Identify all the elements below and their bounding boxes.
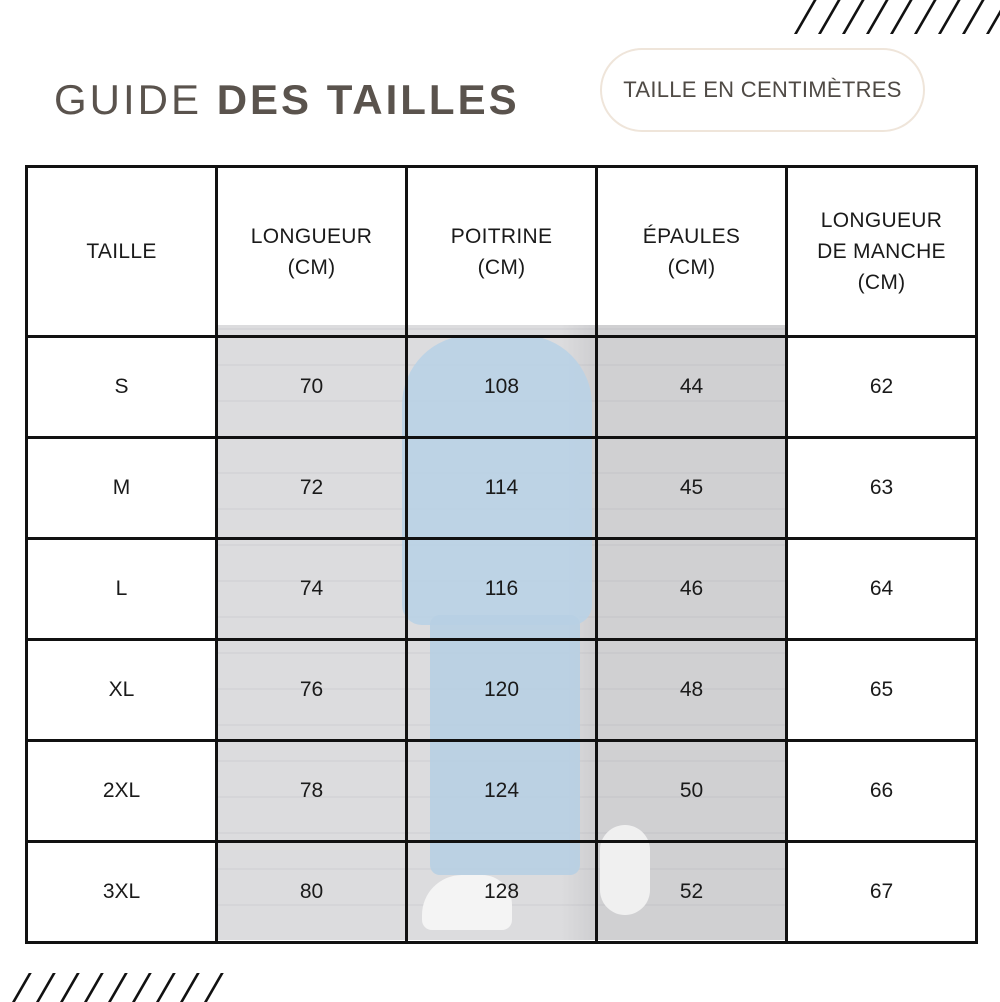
table-row (27, 640, 977, 741)
stripe (854, 0, 878, 32)
header-longueur-manche (787, 167, 977, 337)
stripe (96, 975, 120, 1000)
cell-poitrine: 120 (407, 640, 597, 741)
unit-badge (600, 48, 925, 132)
stripe (950, 0, 974, 32)
title-light: GUIDE (54, 76, 203, 123)
header-longueur (217, 167, 407, 337)
table-row (27, 539, 977, 640)
stripe (24, 975, 48, 1000)
header-line: (CM) (477, 255, 526, 279)
cell-manche: 67 (787, 842, 977, 943)
stripe (878, 0, 902, 32)
cell-taille: 3XL (27, 842, 217, 943)
cell-poitrine: 128 (407, 842, 597, 943)
cell-taille: L (27, 539, 217, 640)
stripe (120, 975, 144, 1000)
header-line: DE MANCHE (817, 240, 946, 263)
cell-manche: 62 (787, 337, 977, 438)
stripe (974, 0, 998, 32)
header-line: LONGUEUR (820, 209, 943, 232)
table-header-row (27, 167, 977, 337)
cell-manche: 65 (787, 640, 977, 741)
title-bold: DES TAILLES (216, 76, 520, 123)
header-line: (CM) (287, 255, 336, 279)
cell-longueur: 78 (217, 741, 407, 842)
cell-poitrine: 124 (407, 741, 597, 842)
header-line: LONGUEUR (250, 224, 373, 248)
cell-epaules: 46 (597, 539, 787, 640)
stripe (48, 975, 72, 1000)
cell-longueur: 76 (217, 640, 407, 741)
cell-epaules: 48 (597, 640, 787, 741)
header-taille (27, 167, 217, 337)
cell-epaules: 52 (597, 842, 787, 943)
cell-taille: S (27, 337, 217, 438)
stripe (144, 975, 168, 1000)
stripe (806, 0, 830, 32)
stripe (830, 0, 854, 32)
cell-poitrine: 108 (407, 337, 597, 438)
cell-longueur: 72 (217, 438, 407, 539)
stripe (902, 0, 926, 32)
header-epaules (597, 167, 787, 337)
header-poitrine (407, 167, 597, 337)
cell-manche: 66 (787, 741, 977, 842)
cell-longueur: 70 (217, 337, 407, 438)
table-row (27, 438, 977, 539)
cell-poitrine: 114 (407, 438, 597, 539)
cell-longueur: 74 (217, 539, 407, 640)
cell-manche: 63 (787, 438, 977, 539)
cell-taille: 2XL (27, 741, 217, 842)
cell-epaules: 50 (597, 741, 787, 842)
header-line: (CM) (857, 271, 906, 294)
header-line: TAILLE (86, 240, 157, 263)
decorative-stripes-bottom (0, 975, 216, 1000)
cell-taille: XL (27, 640, 217, 741)
cell-taille: M (27, 438, 217, 539)
table-row (27, 337, 977, 438)
page-title (54, 76, 520, 124)
size-chart-table (25, 165, 978, 944)
header-line: POITRINE (450, 224, 553, 248)
cell-longueur: 80 (217, 842, 407, 943)
unit-badge-label: TAILLE EN CENTIMÈTRES (623, 77, 902, 102)
header-line: ÉPAULES (642, 224, 741, 248)
stripe (0, 975, 24, 1000)
stripe (782, 0, 806, 32)
cell-manche: 64 (787, 539, 977, 640)
cell-epaules: 45 (597, 438, 787, 539)
stripe (926, 0, 950, 32)
cell-poitrine: 116 (407, 539, 597, 640)
table-row (27, 842, 977, 943)
header-line: (CM) (667, 255, 716, 279)
table-row (27, 741, 977, 842)
stripe (192, 975, 216, 1000)
stripe (72, 975, 96, 1000)
cell-epaules: 44 (597, 337, 787, 438)
decorative-stripes-top (782, 0, 998, 32)
stripe (168, 975, 192, 1000)
